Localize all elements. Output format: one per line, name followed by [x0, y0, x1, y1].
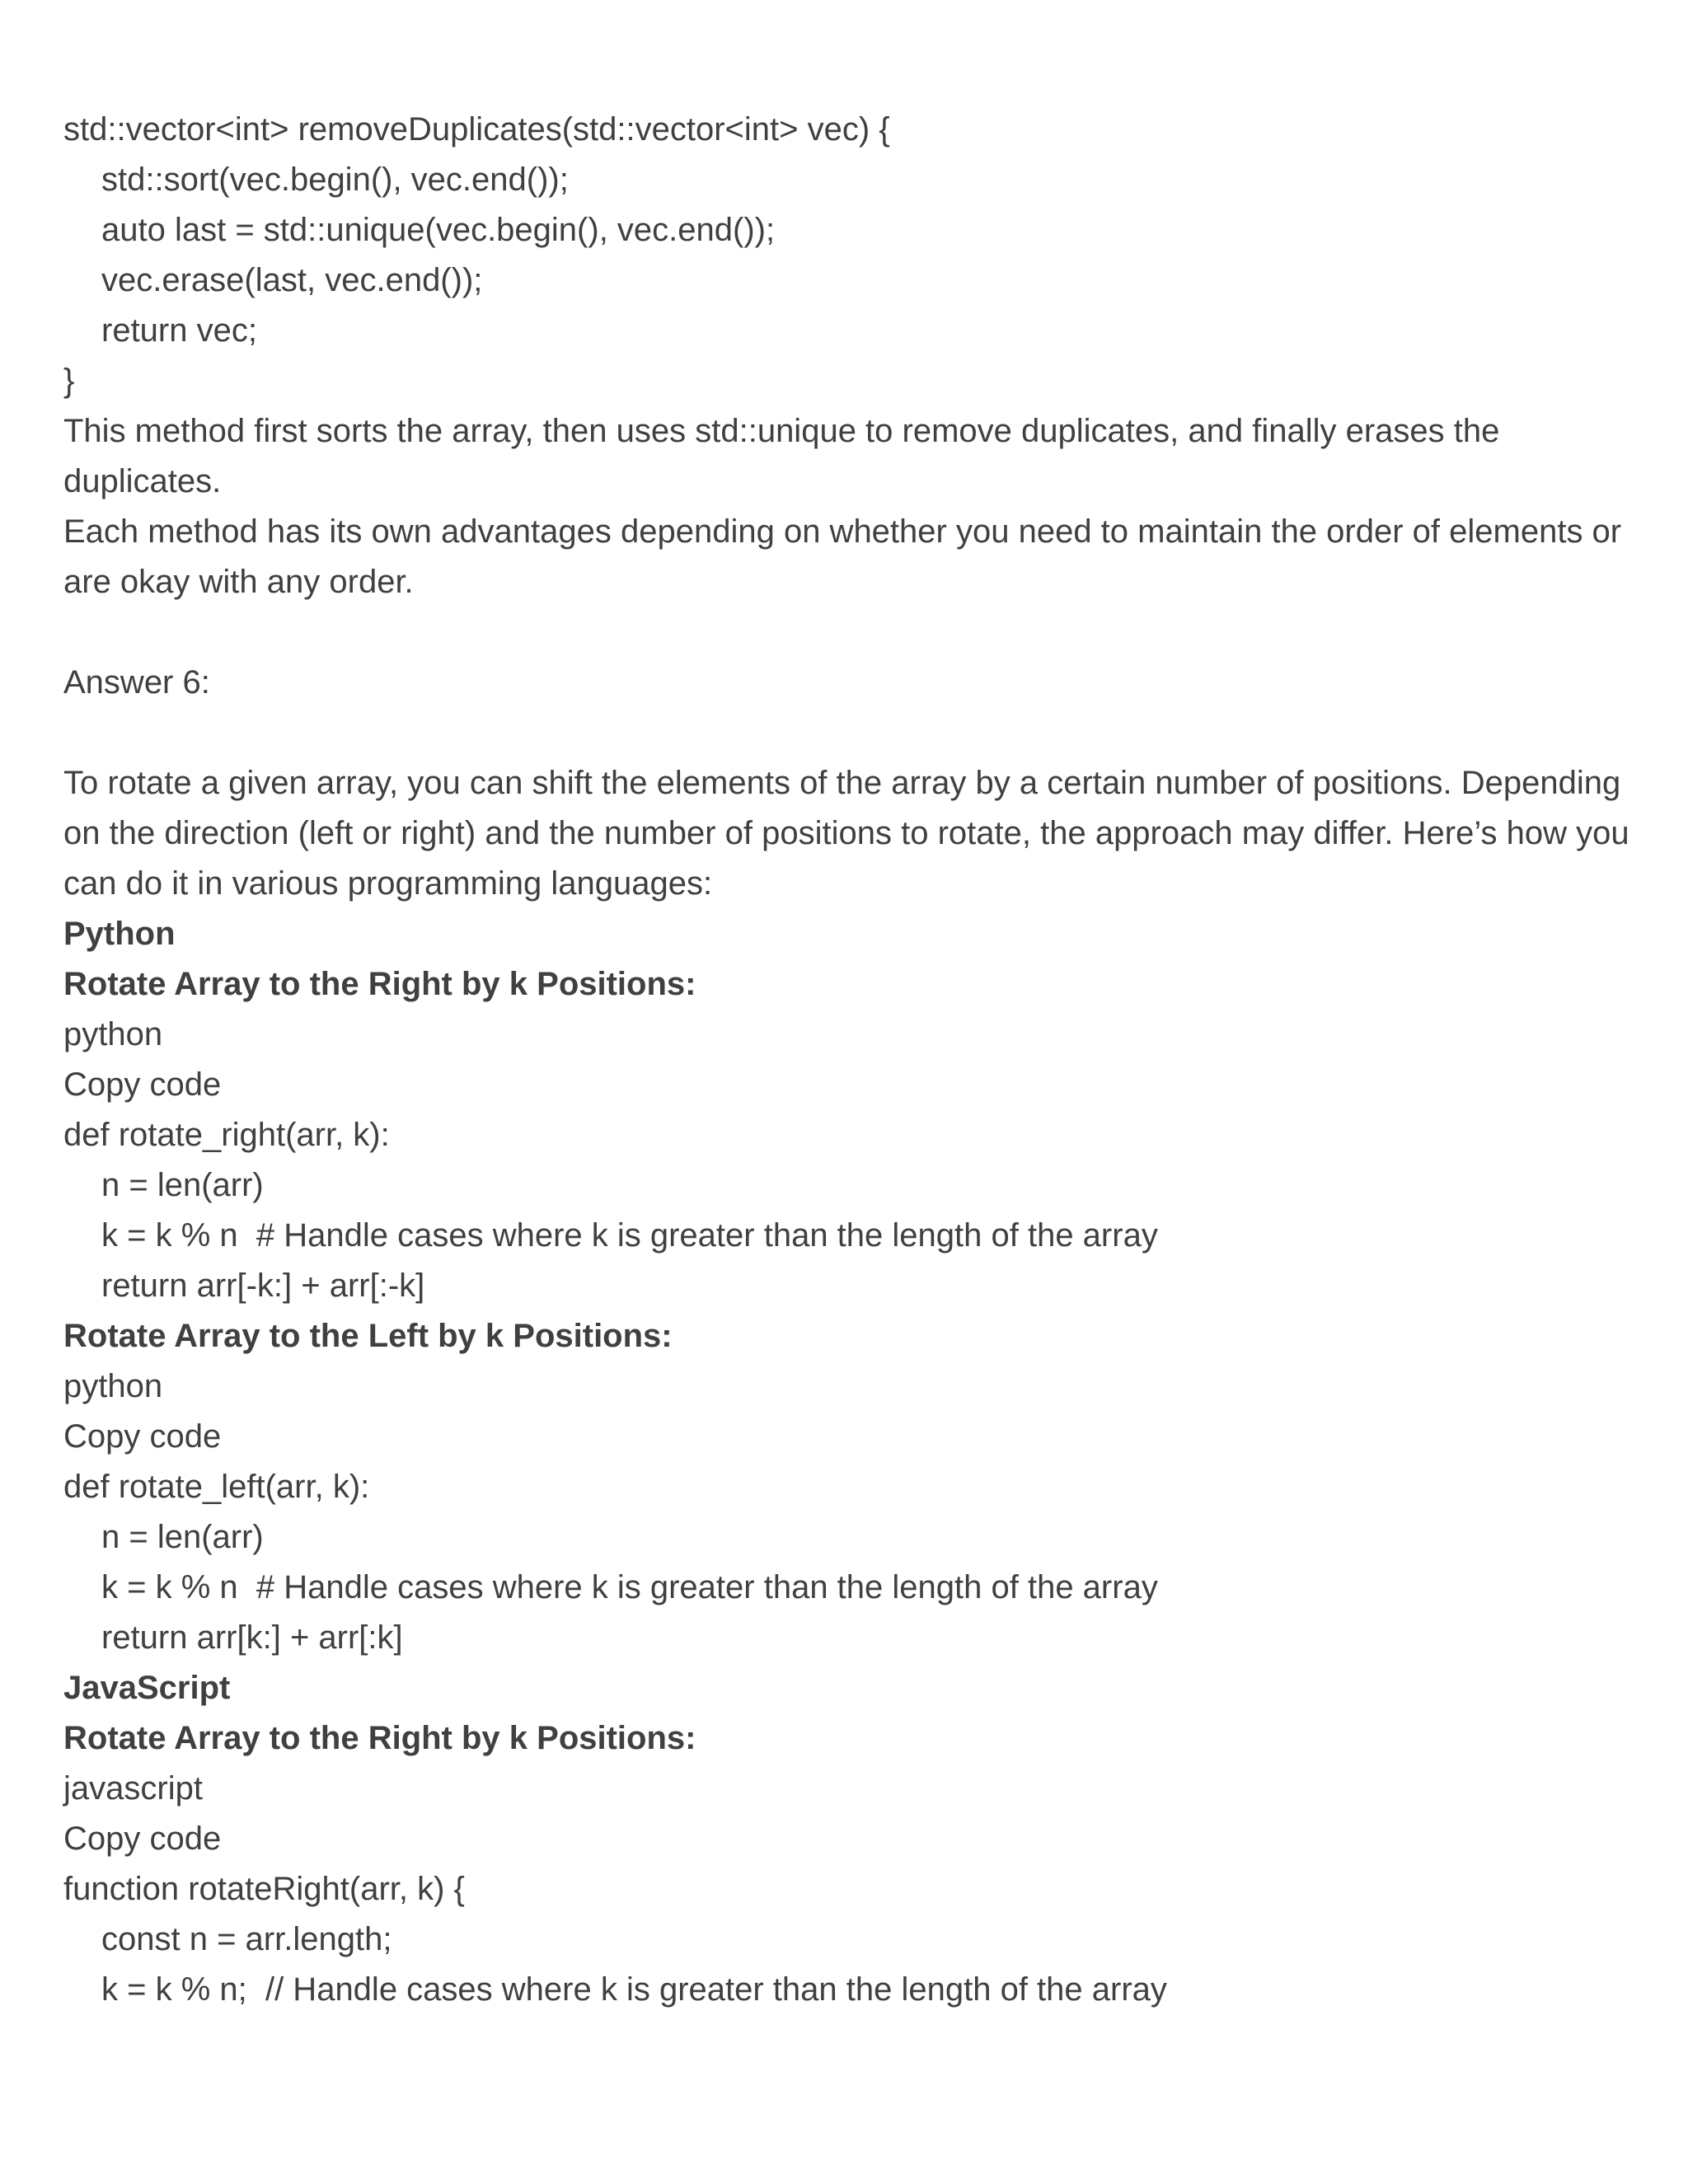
code-line: n = len(arr)	[101, 1519, 264, 1555]
explanation-paragraph: This method first sorts the array, then uses std::unique to remove duplicates, and finally erases the duplicates.	[63, 413, 1500, 499]
code-line: def rotate_left(arr, k):	[63, 1469, 370, 1505]
code-line: k = k % n # Handle cases where k is greater than the length of the array	[101, 1217, 1158, 1254]
intro-paragraph: To rotate a given array, you can shift the elements of the array by a certain number of positions. Depending on the direction (left or right) and the number of positions to rotate, the approach may differ. Here’s how you can do it in various programming languages:	[63, 765, 1629, 902]
answer-heading: Answer 6:	[63, 664, 210, 701]
spacer	[63, 607, 1638, 658]
code-line: def rotate_right(arr, k):	[63, 1117, 390, 1153]
code-line: }	[63, 363, 75, 399]
code-line: return arr[k:] + arr[:k]	[101, 1619, 403, 1656]
copy-code-button[interactable]: Copy code	[63, 1418, 222, 1455]
copy-code-button[interactable]: Copy code	[63, 1821, 222, 1857]
document-page	[63, 105, 1638, 2015]
code-line: std::sort(vec.begin(), vec.end());	[101, 162, 569, 198]
javascript-right-code-block	[63, 1864, 1638, 2015]
code-language-label: python	[63, 1368, 163, 1404]
javascript-section-title: JavaScript	[63, 1670, 231, 1706]
code-line: return arr[-k:] + arr[:-k]	[101, 1268, 425, 1304]
code-line: function rotateRight(arr, k) {	[63, 1871, 465, 1907]
cpp-code-block	[63, 105, 1638, 406]
javascript-right-title: Rotate Array to the Right by k Positions:	[63, 1720, 696, 1756]
code-line: n = len(arr)	[101, 1167, 264, 1203]
code-language-label: python	[63, 1016, 163, 1052]
code-line: std::vector<int> removeDuplicates(std::vector<int> vec) {	[63, 111, 890, 148]
code-line: k = k % n # Handle cases where k is greater than the length of the array	[101, 1569, 1158, 1605]
code-line: const n = arr.length;	[101, 1921, 392, 1957]
python-section-title: Python	[63, 916, 176, 952]
explanation-paragraph: Each method has its own advantages depending on whether you need to maintain the order of elements or are okay with any order.	[63, 513, 1622, 600]
python-left-code-block	[63, 1462, 1638, 1663]
code-line: vec.erase(last, vec.end());	[101, 262, 483, 298]
code-language-label: javascript	[63, 1770, 203, 1807]
python-right-code-block	[63, 1110, 1638, 1311]
python-left-title: Rotate Array to the Left by k Positions:	[63, 1318, 673, 1354]
python-right-title: Rotate Array to the Right by k Positions:	[63, 966, 696, 1002]
spacer	[63, 708, 1638, 758]
copy-code-button[interactable]: Copy code	[63, 1066, 222, 1103]
code-line: k = k % n; // Handle cases where k is greater than the length of the array	[101, 1971, 1167, 2008]
code-line: auto last = std::unique(vec.begin(), vec.end());	[101, 212, 776, 248]
code-line: return vec;	[101, 312, 257, 349]
